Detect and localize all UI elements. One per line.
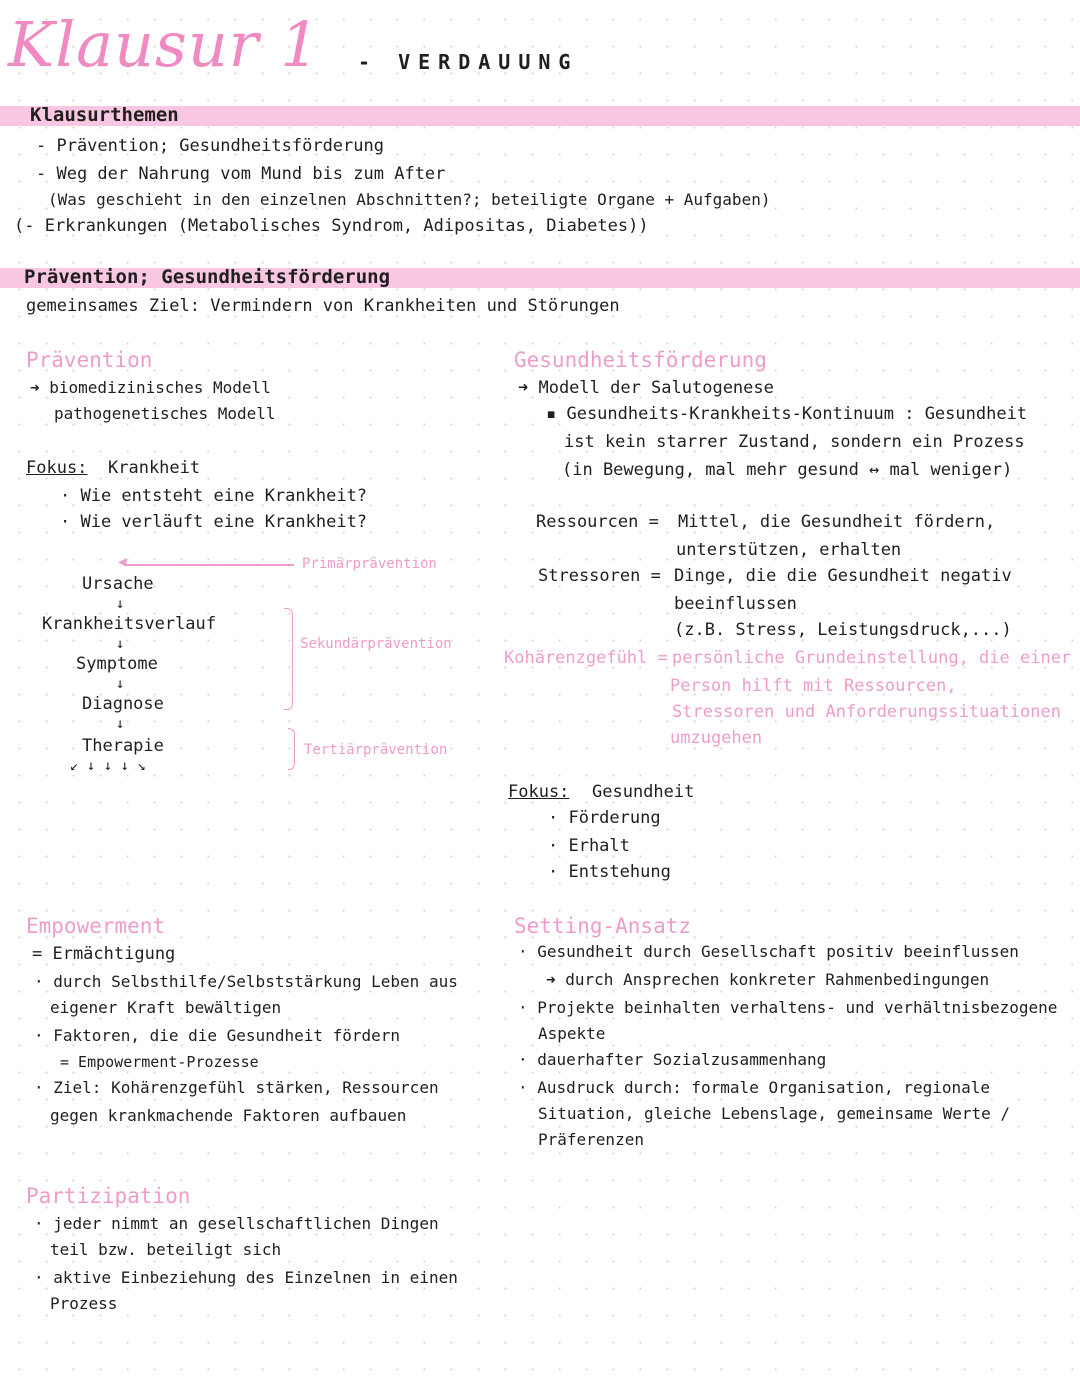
setting-line-3: · Projekte beinhalten verhaltens- und verhältnisbezogene <box>518 998 1058 1017</box>
gesundheit-fokus-value: Gesundheit <box>592 782 695 802</box>
ressourcen-label: Ressourcen = <box>536 512 659 532</box>
primaer-arrow-line <box>124 564 294 566</box>
ressourcen-def-1: Mittel, die Gesundheit fördern, <box>678 512 996 532</box>
kohaerenz-def-3: Stressoren und Anforderungssituationen <box>672 702 1061 722</box>
gesundheit-line-3: ist kein starrer Zustand, sondern ein Prozess <box>564 432 1025 452</box>
praevention-section-heading: Prävention; Gesundheitsförderung <box>24 266 391 288</box>
partizipation-line-4: Prozess <box>50 1294 118 1313</box>
primaer-arrow-head: ◀ <box>118 554 127 570</box>
setting-line-7: Situation, gleiche Lebenslage, gemeinsame Werte / <box>538 1104 1011 1123</box>
setting-line-6: · Ausdruck durch: formale Organisation, regionale <box>518 1078 991 1097</box>
setting-ansatz-title: Setting-Ansatz <box>514 914 692 938</box>
empowerment-line-6: · Ziel: Kohärenzgefühl stärken, Ressourcen <box>34 1078 439 1097</box>
themen-line-2: - Weg der Nahrung vom Mund bis zum After <box>36 164 446 184</box>
sekundaerpraevention-label: Sekundärprävention <box>300 636 452 652</box>
setting-line-4: Aspekte <box>538 1024 606 1043</box>
gesundheit-line-4: (in Bewegung, mal mehr gesund ↔ mal weniger) <box>562 460 1013 480</box>
step-diagnose: Diagnose <box>82 694 164 714</box>
praevention-fokus-value: Krankheit <box>108 458 201 478</box>
bracket-sekundaer <box>284 608 293 710</box>
gesundheit-line-2: ▪ Gesundheits-Krankheits-Kontinuum : Gesundheit <box>546 404 1028 424</box>
kohaerenz-def-1: persönliche Grundeinstellung, die einer <box>672 648 1072 668</box>
partizipation-line-3: · aktive Einbeziehung des Einzelnen in einen <box>34 1268 458 1287</box>
bracket-tertiaer <box>288 728 295 770</box>
step-ursache: Ursache <box>82 574 154 594</box>
tertiaerpraevention-label: Tertiärprävention <box>304 742 448 758</box>
partizipation-line-1: · jeder nimmt an gesellschaftlichen Dingen <box>34 1214 439 1233</box>
themen-line-1: - Prävention; Gesundheitsförderung <box>36 136 384 156</box>
praevention-line-2: pathogenetisches Modell <box>54 404 276 423</box>
empowerment-line-3: eigener Kraft bewältigen <box>50 998 282 1017</box>
gesundheit-line-1: ➜ Modell der Salutogenese <box>518 378 774 398</box>
gesundheit-fokus-2: · Erhalt <box>548 836 630 856</box>
praevention-title: Prävention <box>26 348 153 372</box>
themen-line-4: (- Erkrankungen (Metabolisches Syndrom, Adipositas, Diabetes)) <box>14 216 649 236</box>
arrow-down-4: ↓ <box>116 716 125 732</box>
stressoren-def-2: beeinflussen <box>674 594 797 614</box>
page-title: Klausur 1 <box>8 8 321 81</box>
praevention-fokus-2: · Wie verläuft eine Krankheit? <box>60 512 368 532</box>
empowerment-title: Empowerment <box>26 914 166 938</box>
step-symptome: Symptome <box>76 654 158 674</box>
empowerment-line-5: = Empowerment-Prozesse <box>60 1053 259 1071</box>
gesundheit-fokus-label: Fokus: <box>508 782 570 802</box>
stressoren-label: Stressoren = <box>538 566 661 586</box>
stressoren-def-3: (z.B. Stress, Leistungsdruck,...) <box>674 620 1012 640</box>
empowerment-line-2: · durch Selbsthilfe/Selbststärkung Leben aus <box>34 972 458 991</box>
arrow-down-1: ↓ <box>116 596 125 612</box>
praevention-fokus-label: Fokus: <box>26 458 88 478</box>
kohaerenz-def-4: umzugehen <box>670 728 763 748</box>
themen-heading: Klausurthemen <box>30 104 179 126</box>
gesundheitsfoerderung-title: Gesundheitsförderung <box>514 348 767 372</box>
primaerpraevention-label: Primärprävention <box>302 556 437 572</box>
gesundheit-fokus-1: · Förderung <box>548 808 661 828</box>
arrow-down-3: ↓ <box>116 676 125 692</box>
setting-line-2: ➜ durch Ansprechen konkreter Rahmenbedingungen <box>546 970 990 989</box>
empowerment-line-1: = Ermächtigung <box>32 944 176 964</box>
ressourcen-def-2: unterstützen, erhalten <box>676 540 902 560</box>
kohaerenzgefuehl-label: Kohärenzgefühl = <box>504 648 668 668</box>
praevention-line-1: ➜ biomedizinisches Modell <box>30 378 271 397</box>
kohaerenz-def-2: Person hilft mit Ressourcen, <box>670 676 957 696</box>
arrow-spread: ↙ ↓ ↓ ↓ ↘ <box>70 758 146 774</box>
step-therapie: Therapie <box>82 736 164 756</box>
arrow-down-2: ↓ <box>116 636 125 652</box>
partizipation-title: Partizipation <box>26 1184 191 1208</box>
gemeinsames-ziel: gemeinsames Ziel: Vermindern von Krankheiten und Störungen <box>26 296 620 316</box>
praevention-fokus-1: · Wie entsteht eine Krankheit? <box>60 486 368 506</box>
empowerment-line-7: gegen krankmachende Faktoren aufbauen <box>50 1106 407 1125</box>
setting-line-8: Präferenzen <box>538 1130 644 1149</box>
page-subtitle: - VERDAUUNG <box>358 50 579 74</box>
setting-line-5: · dauerhafter Sozialzusammenhang <box>518 1050 827 1069</box>
themen-line-3: (Was geschieht in den einzelnen Abschnitten?; beteiligte Organe + Aufgaben) <box>48 190 771 209</box>
partizipation-line-2: teil bzw. beteiligt sich <box>50 1240 282 1259</box>
empowerment-line-4: · Faktoren, die die Gesundheit fördern <box>34 1026 401 1045</box>
step-krankheitsverlauf: Krankheitsverlauf <box>42 614 216 634</box>
gesundheit-fokus-3: · Entstehung <box>548 862 671 882</box>
stressoren-def-1: Dinge, die die Gesundheit negativ <box>674 566 1012 586</box>
setting-line-1: · Gesundheit durch Gesellschaft positiv beeinflussen <box>518 942 1019 961</box>
